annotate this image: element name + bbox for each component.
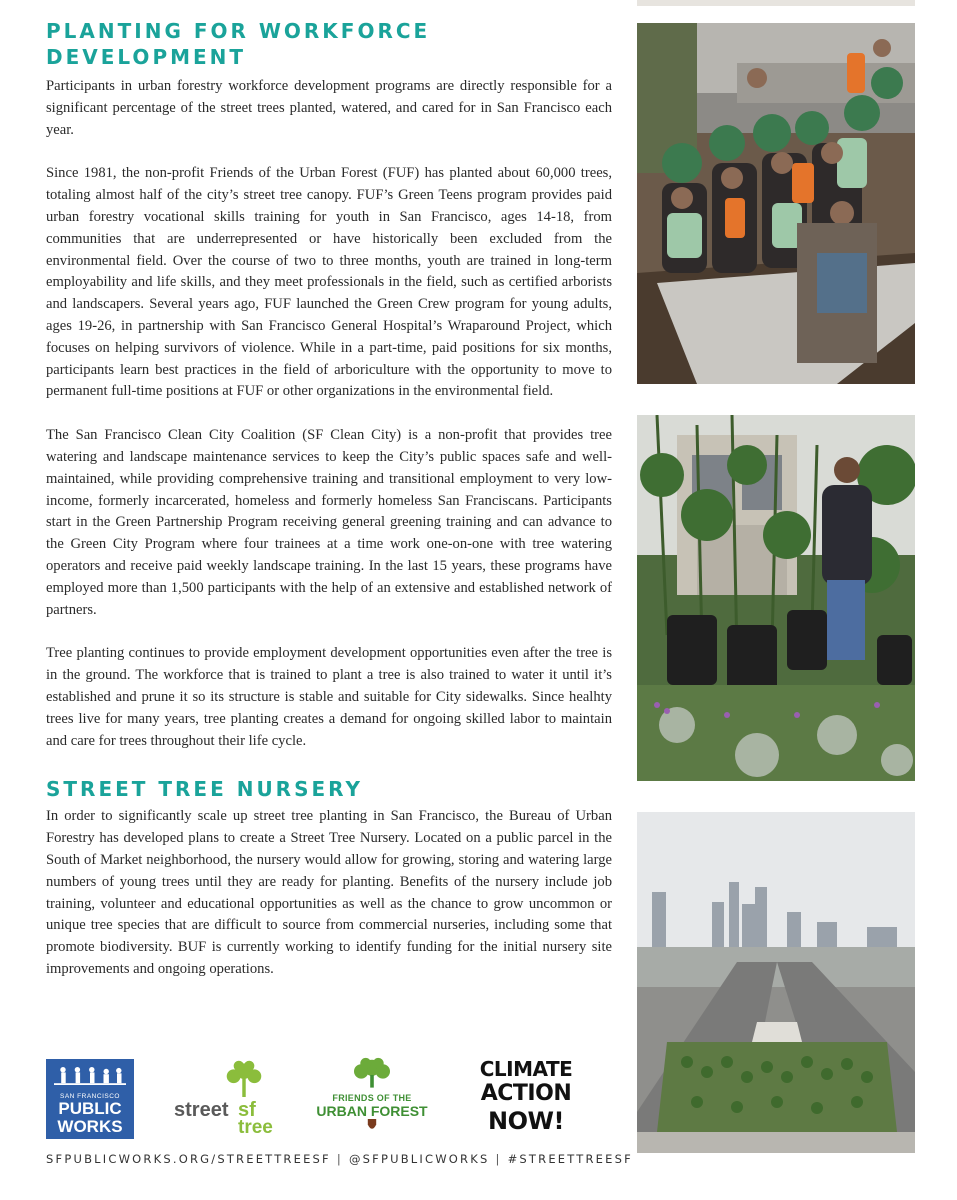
- footer: [46, 1152, 633, 1166]
- paragraph-clean-city: The San Francisco Clean City Coalition (SF Clean City) is a non-profit that provides tree watering and landscape maintenance services to keep the City’s public spaces safe and well-maintained, while providing comprehensive training and transitional employment to very low-income, formerly incarcerated, homeless and formerly homeless San Franciscans. Participants start in the Green Partnership Program receiving general greening training and can advance to the Green City Program where four trainees at a time work one-on-one with tree watering operators and receive paid weekly landscape training. In the last 15 years, these programs have employed more than 1,500 participants with the help of an extensive and established network of partners.: [46, 427, 612, 618]
- paragraph-employment: Tree planting continues to provide employment development opportunities even after the tree is in the ground. The workforce that is trained to plant a tree is also trained to water it until it’s established and prune it so its structure is stable and suitable for City sidewalks. Since healhty trees live for many years, tree planting creates a demand for ongoing skilled labor to maintain and care for trees throughout their life cycle.: [46, 645, 612, 749]
- public-works-logo-line1: SAN FRANCISCO: [60, 1093, 120, 1100]
- climate-logo-line1: CLIMATE: [479, 1057, 573, 1081]
- workers-silhouette-icon: [46, 1059, 134, 1093]
- friends-of-the-urban-forest-logo: [316, 1057, 428, 1141]
- footer-separator: |: [495, 1152, 502, 1166]
- street-tree-logo-tree: tree: [238, 1117, 273, 1138]
- street-tree-logo-sf: sf: [238, 1099, 256, 1121]
- public-works-logo-line3: WORKS: [57, 1117, 123, 1136]
- fuf-logo-line2: URBAN FOREST: [316, 1103, 428, 1119]
- climate-logo-line3: NOW!: [488, 1107, 564, 1135]
- tree-icon: [218, 1059, 270, 1097]
- top-edge-strip: [637, 0, 915, 6]
- street-sf-tree-logo: [174, 1057, 286, 1141]
- climate-action-now-logo: [470, 1057, 582, 1141]
- partner-logos: [46, 1057, 606, 1141]
- paragraph-fuf: Since 1981, the non-profit Friends of the Urban Forest (FUF) has planted about 60,000 trees, totaling almost half of the city’s street tree canopy. FUF’s Green Teens program provides paid urban forestry vocational skills training for youth in San Francisco, ages 14-18, from communities that are underrepresented or have historically been excluded from the environmental field. Over the course of two to three months, youth are trained in long-term employability and life skills, and they meet professionals in the field, such as certified arborists and landscapers. Several years ago, FUF launched the Green Crew program for young adults, ages 19-26, in partnership with San Francisco General Hospital’s Wraparound Project, which focuses on helping survivors of violence. While in a part-time, paid positions for six months, participants learn best practices in the field of arboriculture with the opportunity to move to permanent full-time positions at FUF or other organizations in the environmental field.: [46, 165, 612, 400]
- public-works-logo-line2: PUBLIC: [58, 1099, 122, 1118]
- main-column: [46, 18, 612, 981]
- fuf-logo-line1: FRIENDS OF THE: [332, 1093, 412, 1103]
- photo-clean-city-worker: [637, 415, 915, 781]
- paragraph-intro: Participants in urban forestry workforce development programs are directly responsible for a significant percentage of the street trees planted, watered, and cared for in San Francisco each year.: [46, 78, 612, 138]
- footer-hashtag[interactable]: #STREETTREESF: [507, 1152, 633, 1166]
- footer-website-link[interactable]: SFPUBLICWORKS.ORG/STREETTREESF: [46, 1152, 331, 1166]
- photo-street-tree-nursery-rendering: [637, 812, 915, 1153]
- photo-green-teens-group: [637, 23, 915, 384]
- climate-logo-line2: ACTION: [480, 1081, 572, 1106]
- shovel-blade-icon: [365, 1119, 379, 1133]
- sf-public-works-logo: [46, 1059, 134, 1139]
- footer-social-handle[interactable]: @SFPUBLICWORKS: [348, 1152, 490, 1166]
- shovel-tree-icon: [344, 1057, 400, 1093]
- footer-separator: |: [336, 1152, 343, 1166]
- paragraph-nursery: In order to significantly scale up street tree planting in San Francisco, the Bureau of Urban Forestry has developed plans to create a Street Tree Nursery. Located on a public parcel in the South of Market neighborhood, the nursery would allow for growing, storing and watering large numbers of young trees until they are ready for planting. Benefits of the nursery include job training, volunteer and educational opportunities as well as the chance to grow uncommon or unique tree species that are difficult to source from commercial nurseries, including some that promote biodiversity. BUF is currently working to identify funding for the initial nursery site improvements and ongoing operations.: [46, 808, 612, 977]
- street-tree-logo-street: street: [174, 1099, 229, 1121]
- section-heading-workforce: PLANTING FOR WORKFORCE DEVELOPMENT: [46, 19, 431, 69]
- section-heading-nursery: STREET TREE NURSERY: [46, 777, 363, 802]
